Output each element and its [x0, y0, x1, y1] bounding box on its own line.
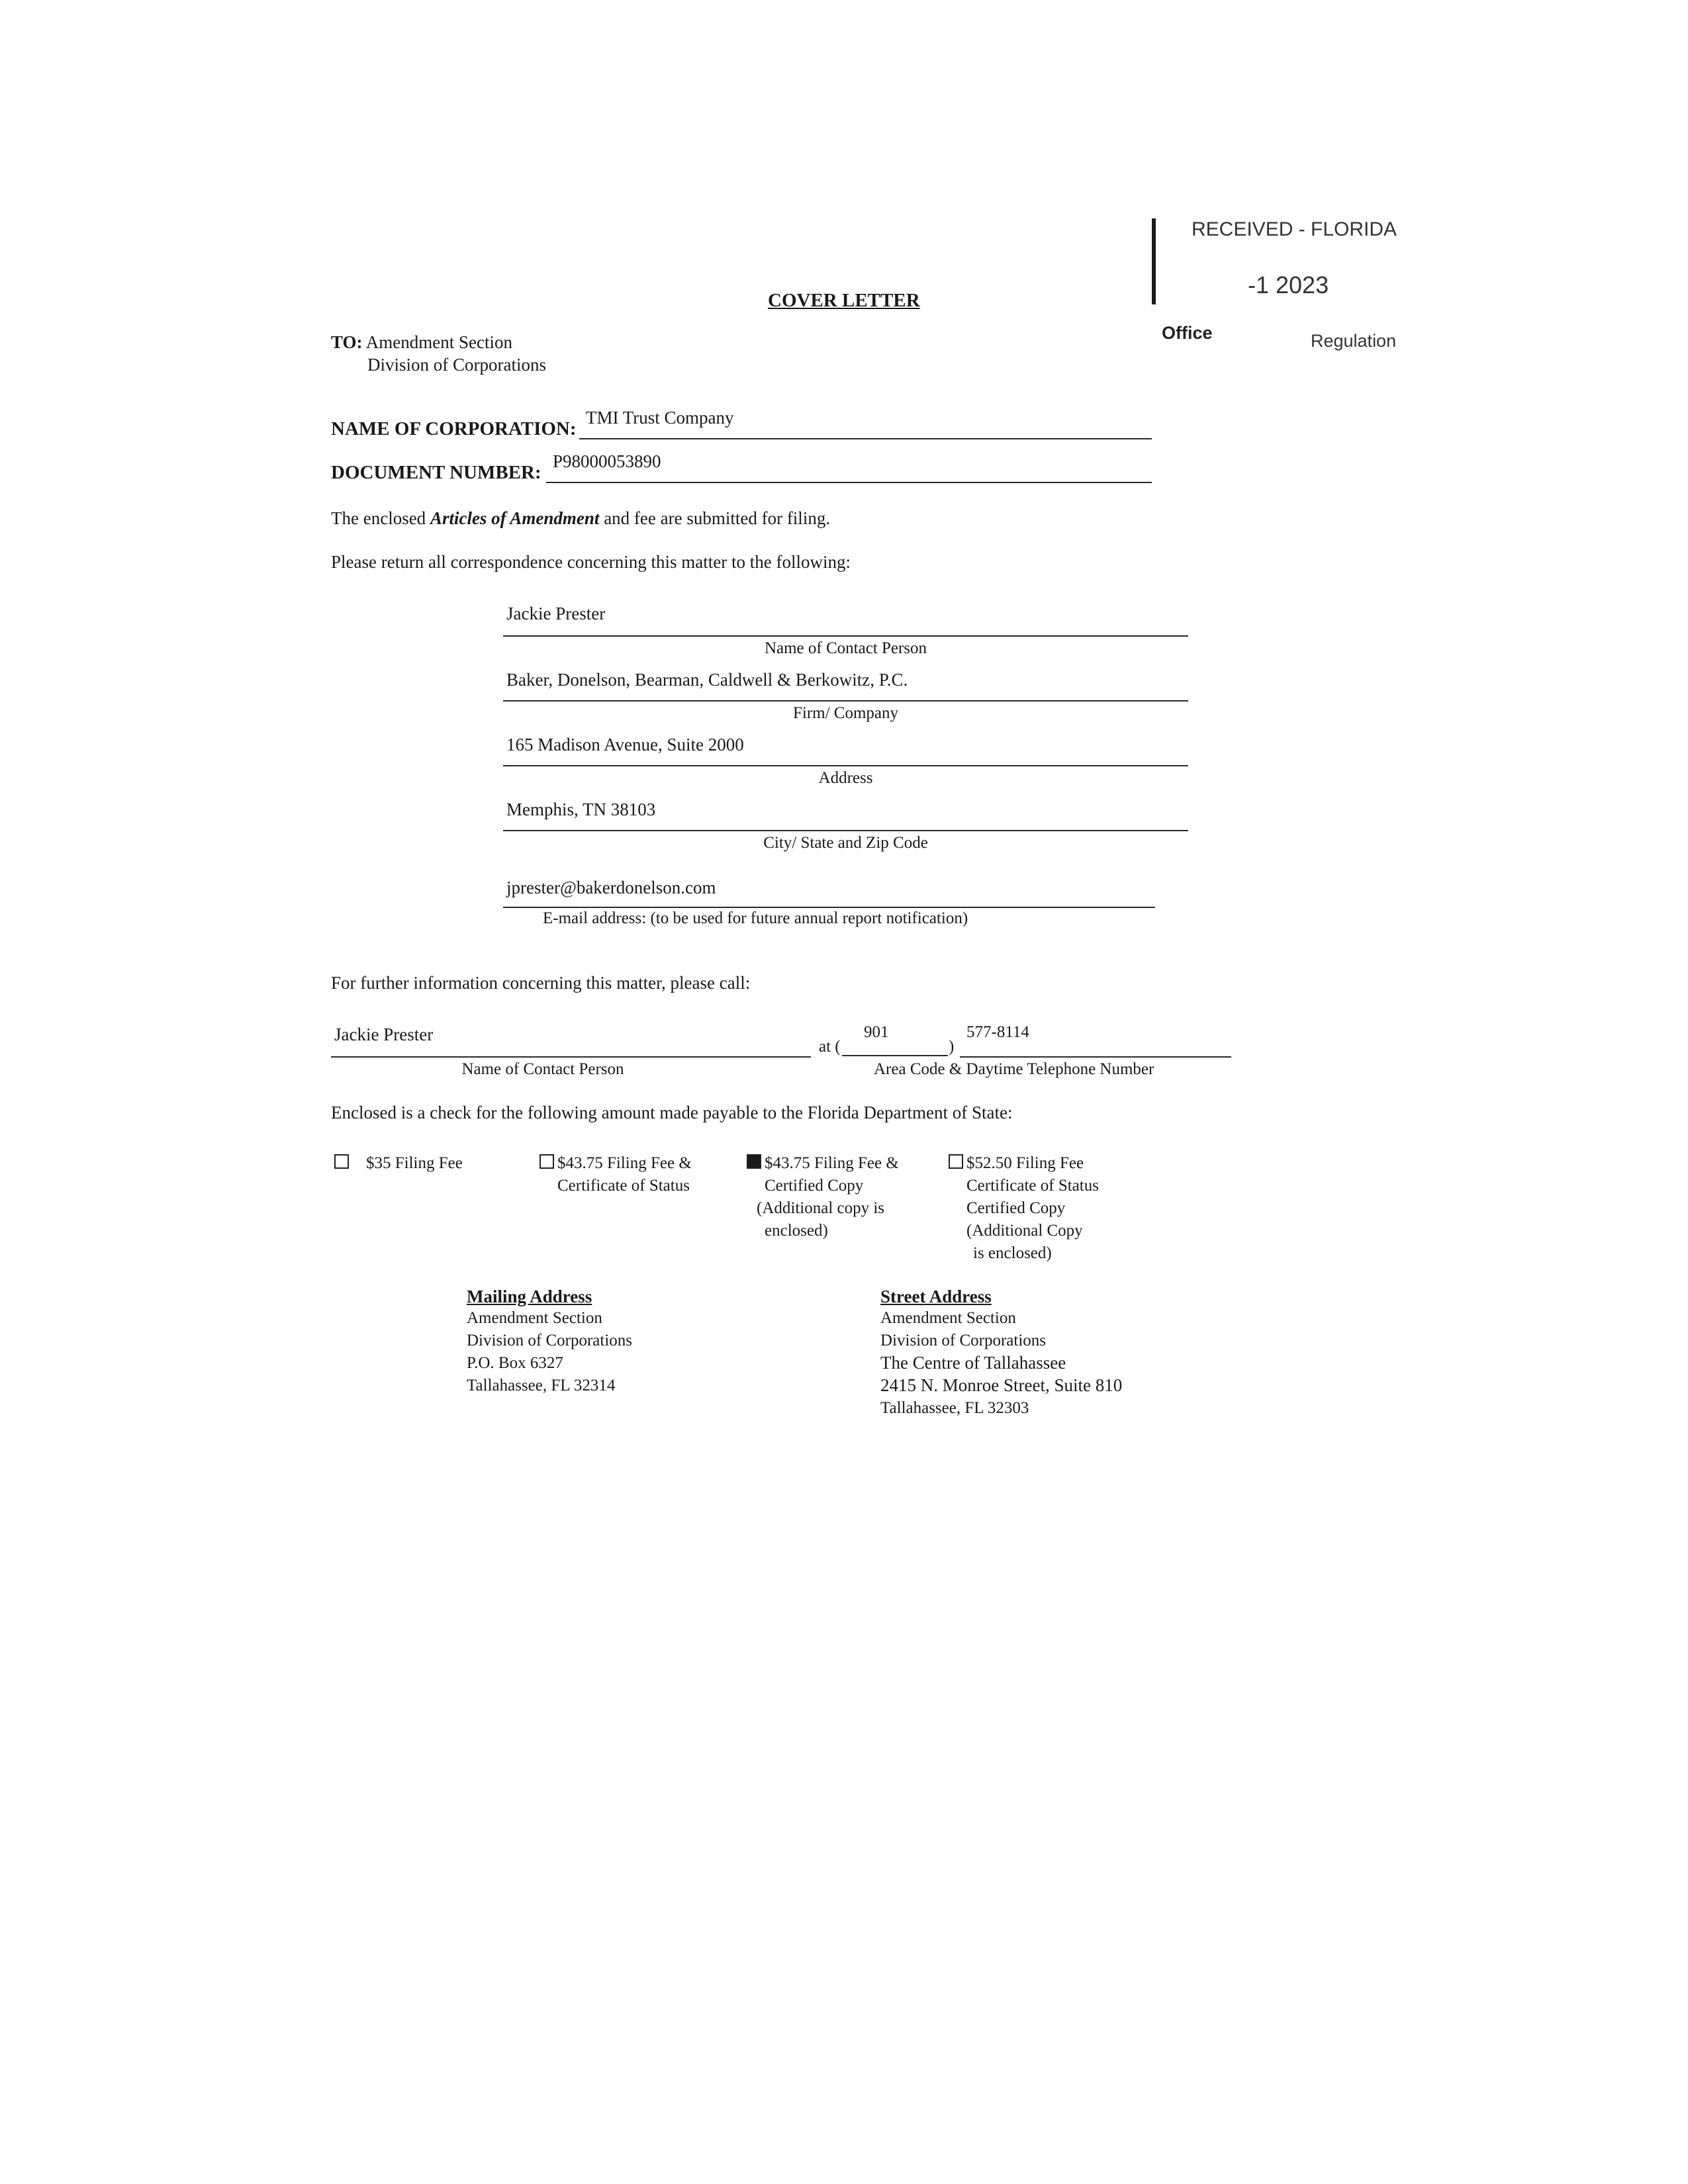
phone-caption: Area Code & Daytime Telephone Number [874, 1060, 1154, 1078]
check-statement: Enclosed is a check for the following amount made payable to the Florida Department of State: [331, 1103, 1013, 1122]
to-label: TO: [331, 332, 363, 352]
firm-underline [503, 700, 1188, 702]
fee-option-4-line-2: Certificate of Status [966, 1177, 1099, 1195]
document-number-underline [546, 482, 1152, 483]
address-caption: Address [818, 769, 873, 787]
fee-option-1-line-1: $35 Filing Fee [366, 1154, 463, 1172]
to-line-1: Amendment Section [365, 332, 512, 352]
fee-option-4-line-3: Certified Copy [966, 1199, 1066, 1217]
fee-option-4-line-1: $52.50 Filing Fee [966, 1154, 1084, 1172]
street-address-line-4: 2415 N. Monroe Street, Suite 810 [880, 1375, 1123, 1395]
further-info-text: For further information concerning this matter, please call: [331, 973, 751, 993]
return-instructions: Please return all correspondence concerning this matter to the following: [331, 552, 851, 572]
further-contact-name-value: Jackie Prester [334, 1024, 434, 1044]
mailing-address-line-1: Amendment Section [467, 1309, 602, 1327]
corporation-name-value: TMI Trust Company [586, 408, 734, 428]
stamp-line-3: Office [1162, 323, 1213, 343]
fee-option-4-checkbox[interactable] [949, 1154, 963, 1169]
fee-option-3-checkbox[interactable] [747, 1154, 761, 1169]
page-title: COVER LETTER [768, 290, 920, 311]
street-address-title: Street Address [880, 1287, 992, 1306]
city-underline [503, 830, 1188, 831]
mailing-address-line-3: P.O. Box 6327 [467, 1354, 563, 1372]
document-number-label: DOCUMENT NUMBER: [331, 462, 541, 483]
address-underline [503, 765, 1188, 766]
fee-option-2-checkbox[interactable] [539, 1154, 554, 1169]
mailing-address-title: Mailing Address [467, 1287, 592, 1306]
fee-option-3-line-3: (Additional copy is [757, 1199, 885, 1217]
stamp-line-2: -1 2023 [1248, 271, 1329, 298]
email-underline [503, 907, 1155, 908]
contact-name-value: Jackie Prester [506, 604, 606, 623]
city-caption: City/ State and Zip Code [763, 834, 928, 852]
phone-underline [960, 1056, 1231, 1058]
area-code-underline [842, 1055, 948, 1056]
street-address-line-2: Division of Corporations [880, 1332, 1046, 1349]
stamp-bar [1152, 218, 1156, 304]
email-caption: E-mail address: (to be used for future annual report notification) [543, 909, 968, 927]
email-value: jprester@bakerdonelson.com [506, 878, 716, 897]
stamp-line-1: RECEIVED - FLORIDA [1192, 218, 1397, 240]
contact-name-underline [503, 635, 1188, 637]
mailing-address-line-2: Division of Corporations [467, 1332, 632, 1349]
fee-option-3-line-2: Certified Copy [765, 1177, 864, 1195]
fee-option-3-line-1: $43.75 Filing Fee & [765, 1154, 899, 1172]
to-block [331, 332, 512, 353]
contact-name-caption: Name of Contact Person [764, 639, 927, 657]
stamp-line-4: Regulation [1311, 331, 1397, 351]
corporation-name-underline [579, 438, 1152, 439]
firm-value: Baker, Donelson, Bearman, Caldwell & Berkowitz, P.C. [506, 670, 908, 690]
further-contact-name-caption: Name of Contact Person [461, 1060, 624, 1078]
fee-option-4-line-4: (Additional Copy [966, 1222, 1083, 1240]
street-address-line-5: Tallahassee, FL 32303 [880, 1399, 1029, 1417]
articles-of-amendment-emphasis: Articles of Amendment [430, 508, 600, 528]
at-label: at ( [819, 1038, 841, 1056]
city-value: Memphis, TN 38103 [506, 799, 656, 819]
phone-value: 577-8114 [966, 1023, 1029, 1041]
document-number-value: P98000053890 [553, 451, 661, 471]
corporation-name-label: NAME OF CORPORATION: [331, 418, 577, 439]
firm-caption: Firm/ Company [792, 704, 899, 722]
enclosed-statement: The enclosed Articles of Amendment and fee are submitted for filing. [331, 508, 831, 528]
fee-option-1-checkbox[interactable] [334, 1154, 349, 1169]
address-value: 165 Madison Avenue, Suite 2000 [506, 735, 744, 754]
fee-option-3-line-4: enclosed) [765, 1222, 828, 1240]
area-code-value: 901 [864, 1023, 889, 1041]
further-contact-name-underline [331, 1056, 811, 1058]
fee-option-4-line-5: is enclosed) [973, 1244, 1052, 1262]
close-paren: ) [949, 1038, 955, 1056]
to-line-2: Division of Corporations [367, 355, 546, 375]
street-address-line-1: Amendment Section [880, 1309, 1016, 1327]
mailing-address-line-4: Tallahassee, FL 32314 [467, 1377, 616, 1394]
fee-option-2-line-2: Certificate of Status [557, 1177, 690, 1195]
fee-option-2-line-1: $43.75 Filing Fee & [557, 1154, 692, 1172]
street-address-line-3: The Centre of Tallahassee [880, 1353, 1066, 1373]
